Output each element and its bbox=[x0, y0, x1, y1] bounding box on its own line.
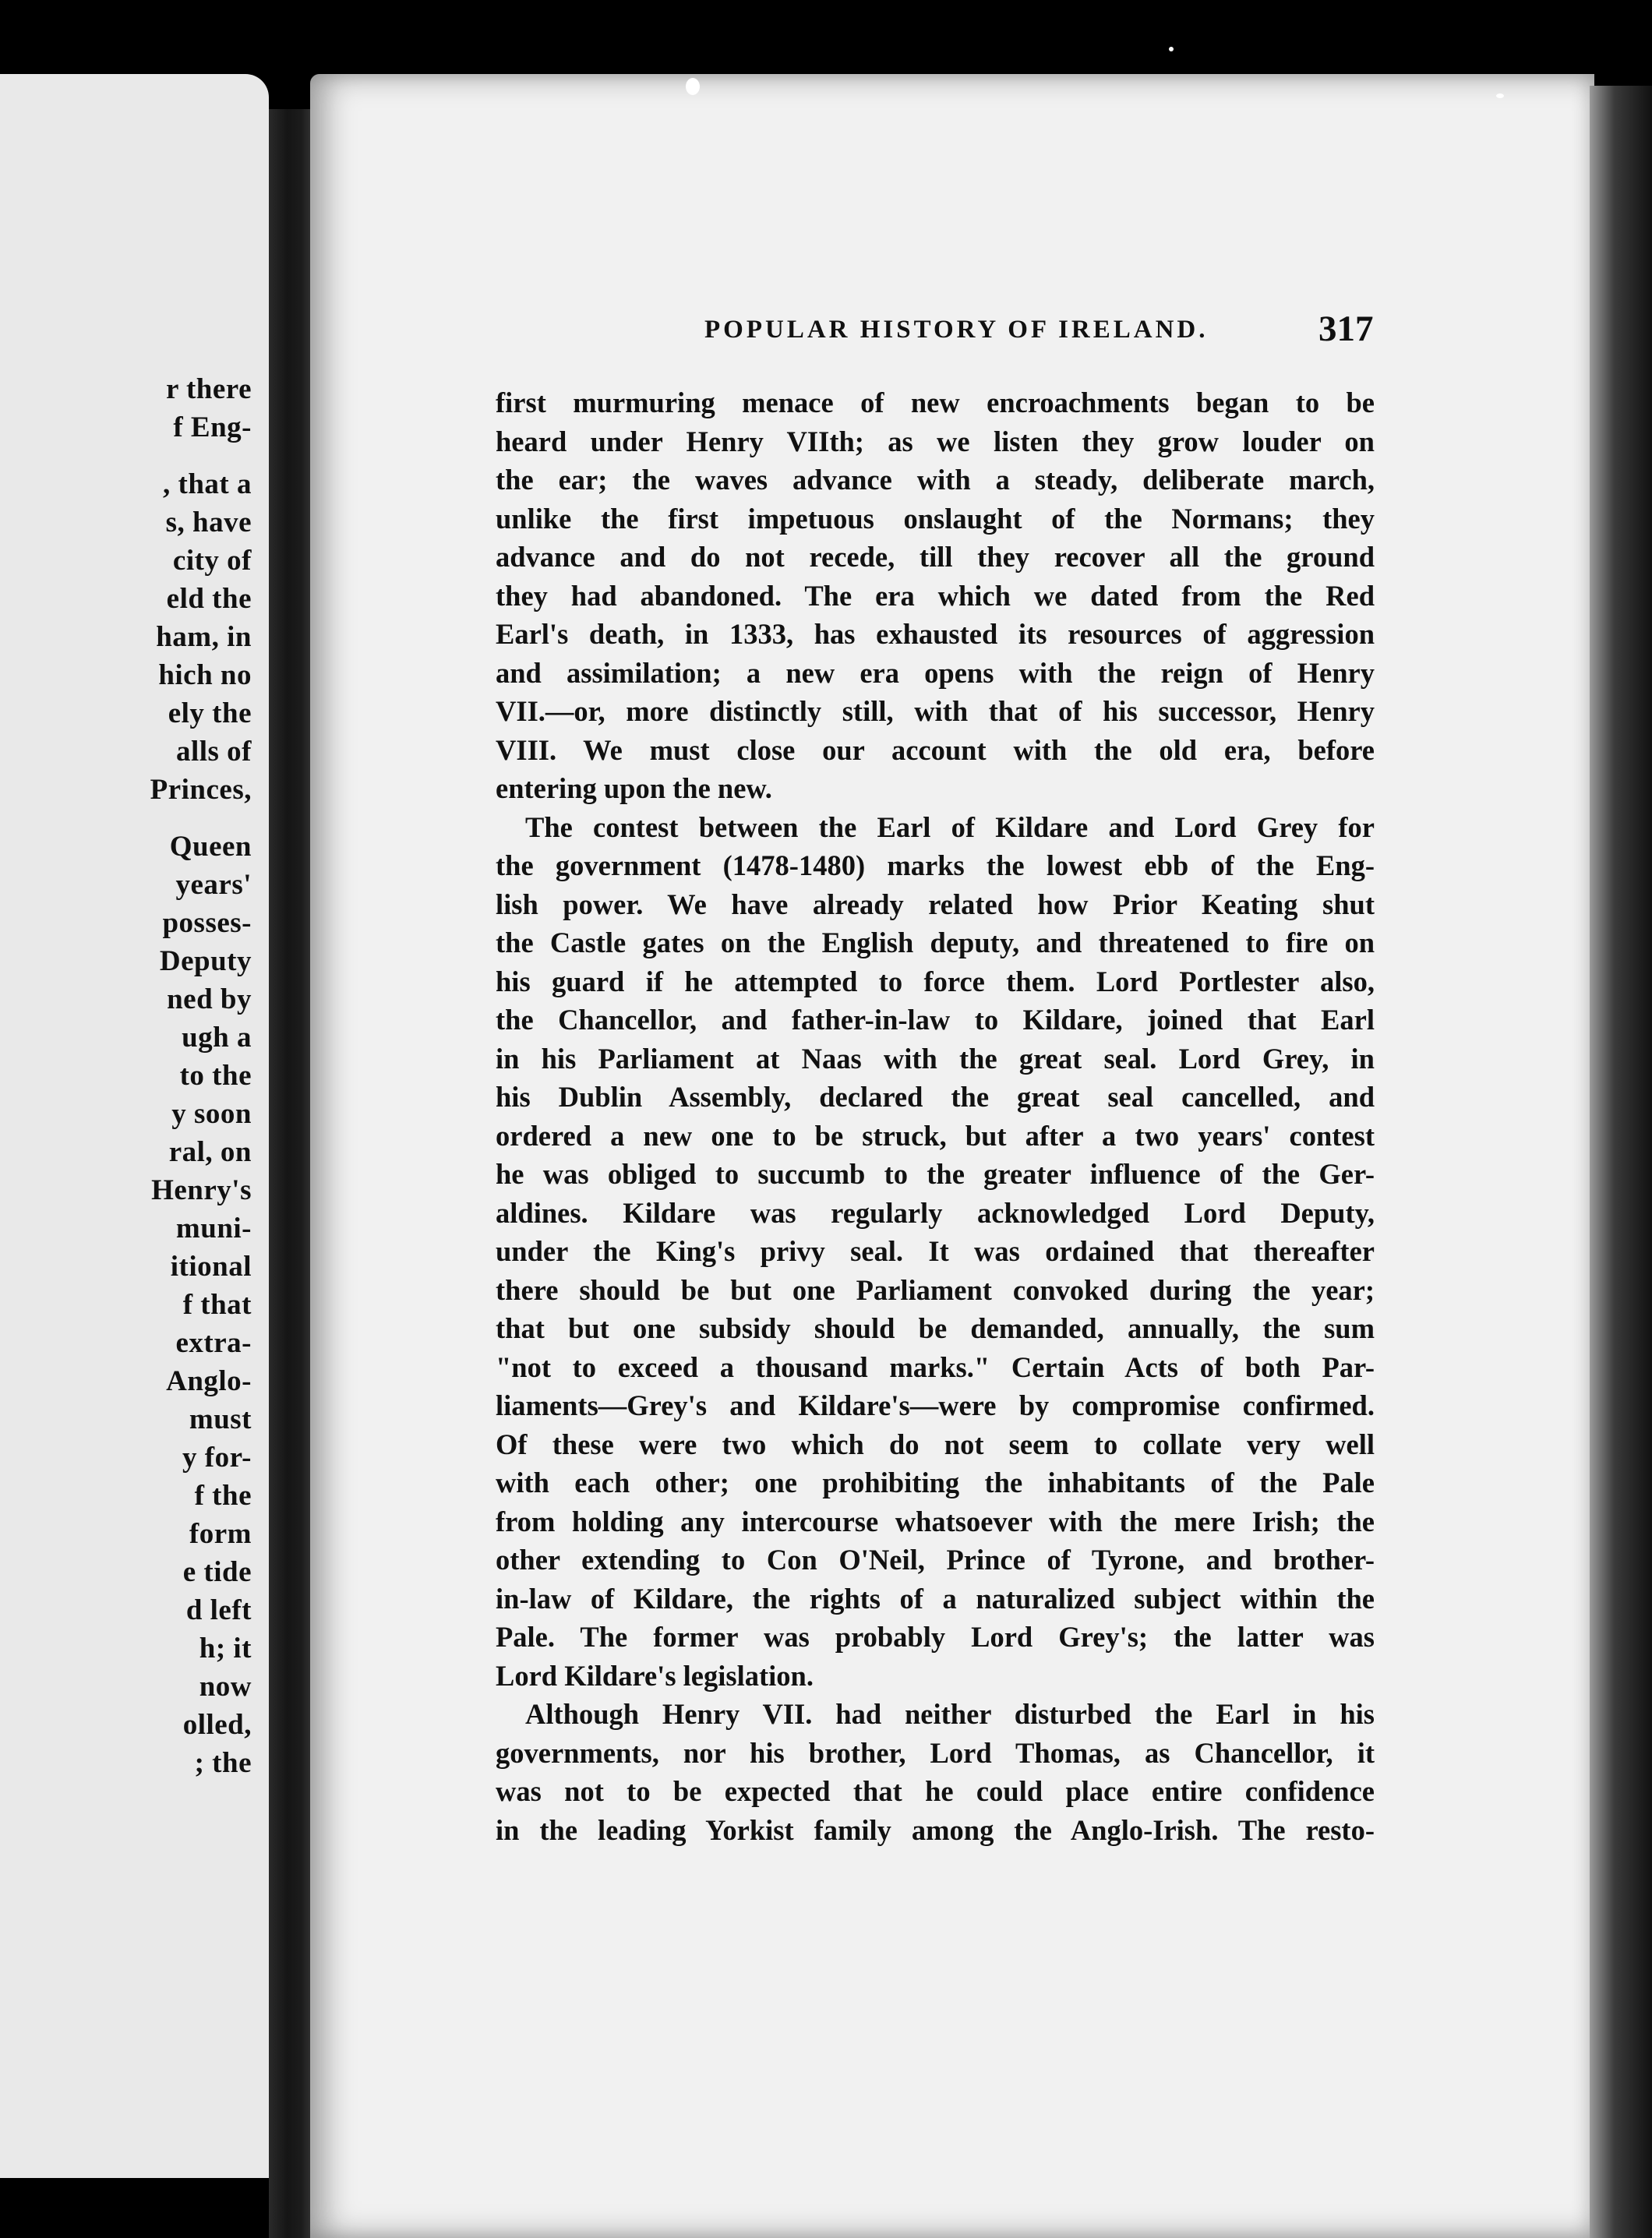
left-page-line bbox=[150, 447, 252, 465]
left-page-line: Anglo- bbox=[166, 1365, 252, 1397]
left-page-line: h; it bbox=[199, 1633, 252, 1664]
text-line: advance and do not recede, till they recover all the ground bbox=[496, 541, 1375, 573]
text-line: with each other; one prohibiting the inhabitants of the Pale bbox=[496, 1467, 1375, 1498]
left-page-line: ugh a bbox=[182, 1022, 252, 1054]
text-line: liaments—Grey's and Kildare's—were by compromise confirmed. bbox=[496, 1389, 1375, 1421]
text-line: there should be but one Parliament convoked during the year; bbox=[496, 1273, 1375, 1306]
text-line: unlike the first impetuous onslaught of the Normans; they bbox=[496, 502, 1375, 535]
text-line: Of these were two which do not seem to collate very well bbox=[496, 1428, 1375, 1460]
text-line: and assimilation; a new era opens with the reign of Henry bbox=[496, 656, 1375, 689]
scan-speck bbox=[686, 78, 700, 95]
left-page-line: extra- bbox=[175, 1327, 252, 1359]
left-page-line: ely the bbox=[168, 697, 252, 729]
left-page-line: years' bbox=[175, 869, 252, 901]
text-line: entering upon the new. bbox=[496, 772, 772, 804]
text-line: Earl's death, in 1333, has exhausted its resources of aggression bbox=[496, 618, 1375, 650]
left-page-line: y soon bbox=[171, 1098, 252, 1130]
text-line: from holding any intercourse whatsoever with the mere Irish; the bbox=[496, 1505, 1375, 1537]
text-line: his guard if he attempted to force them. Lord Portlester also, bbox=[496, 965, 1375, 997]
left-page-line: ral, on bbox=[168, 1136, 252, 1168]
text-line: "not to exceed a thousand marks." Certain Acts of both Par- bbox=[496, 1350, 1375, 1383]
text-line: in his Parliament at Naas with the great seal. Lord Grey, in bbox=[496, 1042, 1375, 1075]
left-page-line: alls of bbox=[175, 736, 252, 768]
left-page-line: , that a bbox=[163, 468, 252, 500]
text-line: in the leading Yorkist family among the Anglo-Irish. The resto- bbox=[496, 1813, 1375, 1846]
left-page-line: ; the bbox=[194, 1747, 252, 1779]
left-page-line: y for- bbox=[182, 1442, 252, 1474]
left-page-line: form bbox=[189, 1518, 252, 1550]
left-page-line: Princes, bbox=[150, 774, 252, 806]
left-page-line: ned by bbox=[167, 983, 252, 1015]
text-line: other extending to Con O'Neil, Prince of Tyrone, and brother- bbox=[496, 1544, 1375, 1576]
left-page-line: d left bbox=[185, 1594, 252, 1626]
left-page-fragment bbox=[0, 74, 269, 2178]
text-line: he was obliged to succumb to the greater influence of the Ger- bbox=[496, 1158, 1375, 1190]
left-page-line: posses- bbox=[162, 907, 252, 939]
running-header: POPULAR HISTORY OF IRELAND. bbox=[704, 316, 1209, 344]
left-page-line: e tide bbox=[182, 1556, 252, 1588]
text-line: governments, nor his brother, Lord Thomas, as Chancellor, it bbox=[496, 1736, 1375, 1769]
left-page-line: f that bbox=[182, 1289, 252, 1321]
left-page-line: Henry's bbox=[151, 1174, 252, 1206]
left-page-line: now bbox=[199, 1671, 252, 1703]
left-page-line: muni- bbox=[175, 1213, 252, 1244]
left-page-line: city of bbox=[172, 545, 252, 577]
text-line: Pale. The former was probably Lord Grey's; the latter was bbox=[496, 1621, 1375, 1653]
left-page-line: to the bbox=[179, 1060, 252, 1092]
text-line: heard under Henry VIIth; as we listen they grow louder on bbox=[496, 425, 1375, 457]
page-edge-shadow bbox=[1590, 86, 1652, 2238]
text-line: under the King's privy seal. It was ordained that thereafter bbox=[496, 1235, 1375, 1267]
left-page-line: olled, bbox=[182, 1709, 252, 1741]
paragraph bbox=[496, 383, 1375, 808]
left-page-line: ham, in bbox=[156, 621, 252, 653]
left-page-line: f Eng- bbox=[173, 411, 252, 443]
left-page-text bbox=[150, 370, 252, 1782]
left-page-line: r there bbox=[165, 373, 252, 405]
scan-speck bbox=[1496, 94, 1504, 98]
left-page-line: hich no bbox=[158, 659, 252, 691]
text-line: first murmuring menace of new encroachments began to be bbox=[496, 387, 1375, 418]
text-line: VIII. We must close our account with the old era, before bbox=[496, 733, 1375, 766]
page-number: 317 bbox=[1318, 309, 1374, 349]
paragraph bbox=[496, 1695, 1375, 1849]
scan-speck bbox=[1169, 47, 1174, 51]
text-line: they had abandoned. The era which we dated from the Red bbox=[496, 579, 1375, 612]
text-line: VII.—or, more distinctly still, with that of his successor, Henry bbox=[496, 695, 1375, 727]
text-line: the government (1478-1480) marks the lowest ebb of the Eng- bbox=[496, 849, 1375, 881]
left-page-line: f the bbox=[194, 1480, 252, 1512]
book-gutter bbox=[269, 109, 316, 2238]
left-page-line: eld the bbox=[166, 583, 252, 615]
left-page-line: itional bbox=[170, 1251, 252, 1283]
left-page-line: must bbox=[189, 1403, 252, 1435]
left-page-line: Deputy bbox=[159, 945, 252, 977]
text-line: ordered a new one to be struck, but after a two years' contest bbox=[496, 1119, 1375, 1152]
text-line: was not to be expected that he could place entire confidence bbox=[496, 1775, 1375, 1807]
left-page-line bbox=[150, 809, 252, 828]
text-line: the Chancellor, and father-in-law to Kildare, joined that Earl bbox=[496, 1004, 1375, 1036]
text-line: the ear; the waves advance with a steady, deliberate march, bbox=[496, 464, 1375, 496]
left-page-line: s, have bbox=[165, 507, 252, 538]
text-line: that but one subsidy should be demanded, annually, the sum bbox=[496, 1312, 1375, 1344]
text-line: Lord Kildare's legislation. bbox=[496, 1659, 814, 1692]
text-line: his Dublin Assembly, declared the great seal cancelled, and bbox=[496, 1081, 1375, 1113]
left-page-line: Queen bbox=[169, 831, 252, 863]
page-body bbox=[496, 383, 1375, 1849]
paragraph bbox=[496, 808, 1375, 1696]
text-line: the Castle gates on the English deputy, and threatened to fire on bbox=[496, 927, 1375, 958]
text-line: lish power. We have already related how Prior Keating shut bbox=[496, 888, 1375, 920]
text-line: Although Henry VII. had neither disturbed the Earl in his bbox=[525, 1698, 1375, 1730]
text-line: aldines. Kildare was regularly acknowledged Lord Deputy, bbox=[496, 1196, 1375, 1229]
text-line: in-law of Kildare, the rights of a naturalized subject within the bbox=[496, 1582, 1375, 1615]
text-line: The contest between the Earl of Kildare and Lord Grey for bbox=[525, 810, 1375, 843]
